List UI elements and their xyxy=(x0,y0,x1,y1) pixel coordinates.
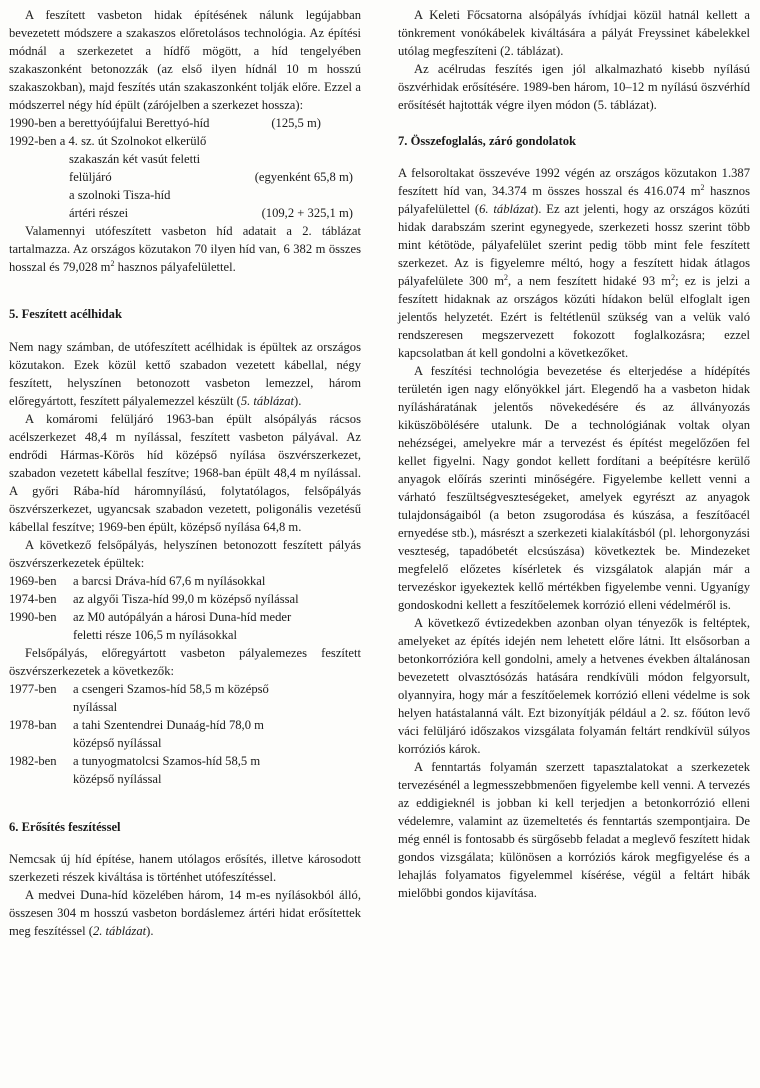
paragraph-strengthening: Nemcsak új híd építése, hanem utólagos erősítés, illetve károsodott szerkezeti részek kiváltása is történhet utófeszítéssel. xyxy=(9,852,361,884)
bridge-list-continuation: nyílással xyxy=(73,700,118,714)
bridge-list-row: szakaszán két vasút feletti xyxy=(69,152,201,166)
bridge-list-continuation: feletti része 106,5 m nyílásokkal xyxy=(73,628,238,642)
paragraph-incremental-launching: A feszített vasbeton hidak építésének nálunk legújabban bevezetett módszere a szakaszos előretolásos technológia. Az építési módnál a szerkezetet a hídfő mögött, a híd tengelyében szakaszonként betonozzák (az első ilyen hídnál 10 m hosszú szakaszokban), majd feszítés után szakaszonként tolják előre. Ezzel a módszerrel négy híd épült (zárójelben a szerkezet hossza): xyxy=(9,8,361,112)
paragraph-summary-1992: A felsoroltakat összevéve 1992 végén az országos közutakon 1.387 feszített híd van, 34.374 m összes hosszal és 416.074 $m^2$ hasznos pályafelülettel (6. táblázat). Ez azt jelenti, hogy az országos közúti hidak darabszám szerint egynegyede, szerkezeti hossz szerint több mint kétötöde, pályafelület szerint pedig több mint fele feszített szerkezet. Az is figyelemre méltó, hogy a feszített hidak átlagos pályafelülete 300 $m^2$, a nem feszített hidaké 93 $m^2$; ez is jelzi a feszített hidaknak az országos közúti hídakon belül elfoglalt igen jelentős helyzetét. Ezért is feltétlenül szükség van a velük való rendszeresen megszervezett fokozott foglalkozásra; ezzel kapcsolatban át kell gondolni a következőket. xyxy=(398,166,751,360)
paragraph-maintenance: A fenntartás folyamán szerzett tapasztalatokat a szerkezetek tervezésénél a legmesszebbmenően figyelembe kell venni. A tervezés az eddigieknél is jobban ki kell terjedjen a betonkorrózió elleni védelemre, valamint az üzemeltetés és fenntartás szempontjaira. De még ennél is fontosabb és sürgősebb feladat a meglevő feszített hidak gondos vizsgálata; különösen a korróziós károk megfigyelése és a lehajlás folyamatos figyelemmel kísérése, végül a feltárt hibák mielőbbi gondos kijavítása. xyxy=(398,760,750,900)
bridge-list-row: 1974-ben az algyői Tisza-híd 99,0 m középső nyílással xyxy=(9,592,299,606)
bridge-list-row: ártéri részei (109,2 + 325,1 m) xyxy=(69,206,353,220)
paragraph-composite-list-intro: A következő felsőpályás, helyszínen betonozott feszített pályás öszvérszerkezetek épültek: xyxy=(9,538,361,570)
bridge-list-continuation: középső nyílással xyxy=(73,736,162,750)
bridge-list-row: 1982-ben a tunyogmatolcsi Szamos-híd 58,5 m xyxy=(9,754,261,768)
bridge-list-row: felüljáró (egyenként 65,8 m) xyxy=(69,170,353,184)
bridge-list-row: 1969-ben a barcsi Dráva-híd 67,6 m nyílásokkal xyxy=(9,574,266,588)
right-column xyxy=(398,6,750,902)
paragraph-steel-rod: Az acélrudas feszítés igen jól alkalmazható kisebb nyílású öszvérhidak erősítésére. 1989-ben három, 10–12 m nyílású öszvérhíd erősítését hajtották végre ilyen módon (5. táblázat). xyxy=(398,62,750,112)
section-heading-5: 5. Feszített acélhidak xyxy=(9,307,122,321)
paragraph-precast-intro: Felsőpályás, előregyártott vasbeton pályalemezes feszített öszvérszerkezetek a következők: xyxy=(9,646,361,678)
section-heading-7: 7. Összefoglalás, záró gondolatok xyxy=(398,134,577,148)
bridge-list-row: 1990-ben az M0 autópályán a hárosi Duna-híd meder xyxy=(9,610,292,624)
bridge-list-row: 1990-ben a berettyóújfalui Berettyó-híd (125,5 m) xyxy=(9,116,321,130)
paragraph-keleti-focsatorna: A Keleti Főcsatorna alsópályás ívhídjai közül hatnál kellett a tönkrement vonókábelek kiváltására a pályát Freyssinet kábelekkel utólag megfeszíteni (2. táblázat). xyxy=(398,8,750,58)
paragraph-corrosion: A következő évtizedekben azonban olyan tényezők is feltéptek, amelyeket az építés idején nem lehetett előre látni. Itt elsősorban a betonkorrózióra kell gondolni, amely a hetvenes években általánosan bevezetett olvasztósózás hatására rendkívüli módon felgyorsult, olyannyira, hogy már a feszítőelemek korrózió elleni védelme is sok helyen hatástalanná vált. Ezt bizonyítják például a 2. sz. főúton levő váci felüljáró időszakos vizsgálata folyamán feltárt rendkívül súlyos korróziós károk. xyxy=(398,616,750,756)
paragraph-steel-bridges: Nem nagy számban, de utófeszített acélhidak is épültek az országos közutakon. Ezek közül kettő szabadon vezetett kábellal, négy feszített, helyszínen betonozott vasbeton lemezzel, három előregyártott, feszített pályalemezzel készült (5. táblázat). xyxy=(9,340,361,408)
bridge-list-row: a szolnoki Tisza-híd xyxy=(69,188,171,202)
bridge-list-row: 1992-ben a 4. sz. út Szolnokot elkerülő xyxy=(9,134,207,148)
paragraph-summary-posttensioned: Valamennyi utófeszített vasbeton híd adatait a 2. táblázat tartalmazza. Az országos közutakon 70 ilyen híd van, 6 382 m összes hosszal és 79,028 $m^2$ hasznos pályafelülettel. xyxy=(9,224,361,274)
paragraph-medve: A medvei Duna-híd közelében három, 14 m-es nyílásokból álló, összesen 304 m hosszú vasbeton bordáslemez ártéri hidat erősítettek meg feszítéssel (2. táblázat). xyxy=(9,888,361,938)
bridge-list-continuation: középső nyílással xyxy=(73,772,162,786)
left-column xyxy=(9,6,361,940)
bridge-list-row: 1977-ben a csengeri Szamos-híd 58,5 m középső xyxy=(9,682,269,696)
section-heading-6: 6. Erősítés feszítéssel xyxy=(9,820,121,834)
paragraph-technology: A feszítési technológia bevezetése és elterjedése a hídépítés területén igen nagy előnyökkel járt. Elegendő ha a vasbeton hidak nyílásháratának jelentős növekedésére és az állványozás kiküszöbölésére utalunk. De a technológiának voltak olyan nehézségei, amelyekre már a tervezést és építést megelőzően fel kellet figyelni. Nagy gondot kellett fordítani a beépítésre kerülő anyagok előírás szerinti minőségére. Figyelembe kellett venni a várható feszültségveszteségeket, amelyek egyrészt az anyagok tulajdonságaiból (a beton zsugorodása és kúszása, a feszítőacél ernyedése stb.), másrészt a szerkezeti kialakításból (pl. lehorgonyzási veszteség, tapadóbetét elcsúszása) következtek be. Mindezeket megfelelő előzetes kísérletek és vizsgálatok alapján már a tervezéskor igyekeztek kellő mértékben figyelembe venni. Ugyanígy gondoskodni kellett a feszítőelemek korrózió elleni védelméről is. xyxy=(398,364,750,612)
paragraph-komarom: A komáromi felüljáró 1963-ban épült alsópályás rácsos acélszerkezet 48,4 m nyílással, feszített vasbeton pályával. Az endrődi Hármas-Körös híd középső nyílása öszvérszerkezet, szabadon vezetett kábellal feszítve; 1968-ban épült 48,4 m nyílással. A győri Rába-híd háromnyílású, folytatólagos, felsőpályás öszvérszerkezet, ugyancsak szabadon vezetett, poligonális vezetésű kábellal feszítve; 1969-ben épült, középső nyílása 64,8 m. xyxy=(9,412,361,534)
bridge-list-row: 1978-ban a tahi Szentendrei Dunaág-híd 78,0 m xyxy=(9,718,264,732)
